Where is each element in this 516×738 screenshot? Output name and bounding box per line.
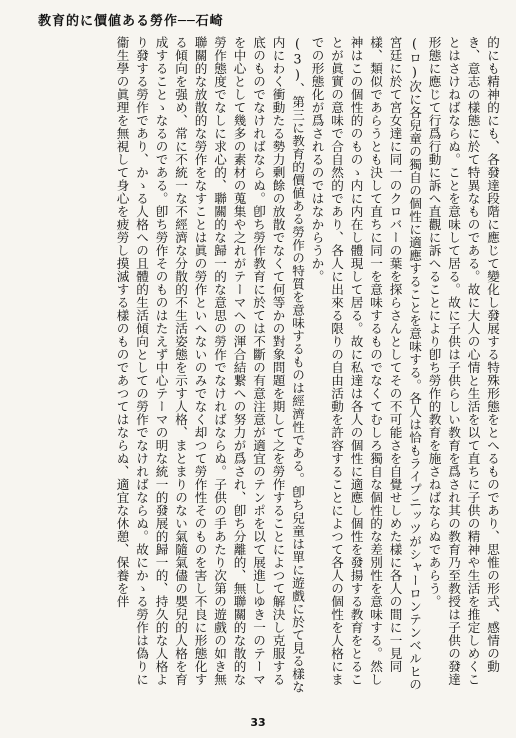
paragraph-1: 的にも精神的にも、各發達段階に應じて變化し發展する特殊形態をとへるものであり、思惟の形式、感情の動き、意志の樣態に於て特異なものである。故に大人の心情と生活を以て直ちに子供の精神や生活を推定しめくことはさけねばならぬ。ことを意味して居る。故に子供は子供らしい教育を爲され其の教育乃至教授は子供の發達形態に應じて行爲行動に訴へ直觀に訴へることにより卽ち勞作的教育を施さねばならぬであらう。 — [426, 36, 500, 686]
body-text — [38, 36, 502, 694]
running-header: 教育的に價値ある勞作──石崎 — [38, 14, 224, 29]
paragraph-3: (3)、第三に教育的價値ある勞作の特質を意味するものは經濟性である。卽ち兒童は單に遊戲に於て見る樣な内にわく衝動たる勢力剰餘の放散でなくて何等かの對象問題を期して之を勞作することによつて解決し克服する底のものでなければならぬ。卽ち勞作教育に於ては不斷の有意注意が適宜のテンポを以て展進しゆき一のテーマを中心として幾多の素材の蒐集や之れがテーマへの渾合結繋への努力が爲され、卽ち分離的、無聯關的な散的な勞作態度でなしに求心的、聯關的な歸一的な意思の勞作でなければならぬ。子供の手あたり次第の遊戲の如き無聯關的な放散的な勞作をなすことは眞の勞作といへないのみでなく却つて勞作性そのものを害し不良に形態化する傾向を强め、常に不統一な不經濟な分散的不生活姿態を示す人格、まとまりのない氣隨氣儘の嬰兒的人格を育成することゝなるのである。卽ち勞作そのものはたえず中心テーマの明な統一的發展的歸一的、持久的な人格より發する勞作であり、かゝる人格への且體的生活傾向としての勞作でなければならぬ。故にかゝる勞作は偽りに衞生學の眞理を無視して身心を疲勞し摸滅する樣のものであつてはならぬ、適宜な休憩、保養を伴 — [114, 36, 305, 694]
page-number: 33 — [250, 716, 266, 729]
paragraph-2: (ロ)次に各兒童の獨自の個性に適應することを意味する。各人は恰もライプニッツがシャーロンテンベルヒの宮廷に於て宮女達に同一のクロバーの葉を探らさんとしてその不可能さを自覺せしめた樣に各人の間に一見同樣、類似であらうとも決して直ちに同一を意味するものでなくてむしろ獨自な個性的な差別性を意味する。然し神はこの個性的のものゝ内に内在し體現して居る。故に私達は各人の個性に適應し個性を發揚する教育をとることが眞實の意味で合自然的であり、各人に出來る限りの自由活動を許容することによつて各人の個性を人格にまでの形態化が爲されるのではなからうか。 — [309, 36, 422, 691]
